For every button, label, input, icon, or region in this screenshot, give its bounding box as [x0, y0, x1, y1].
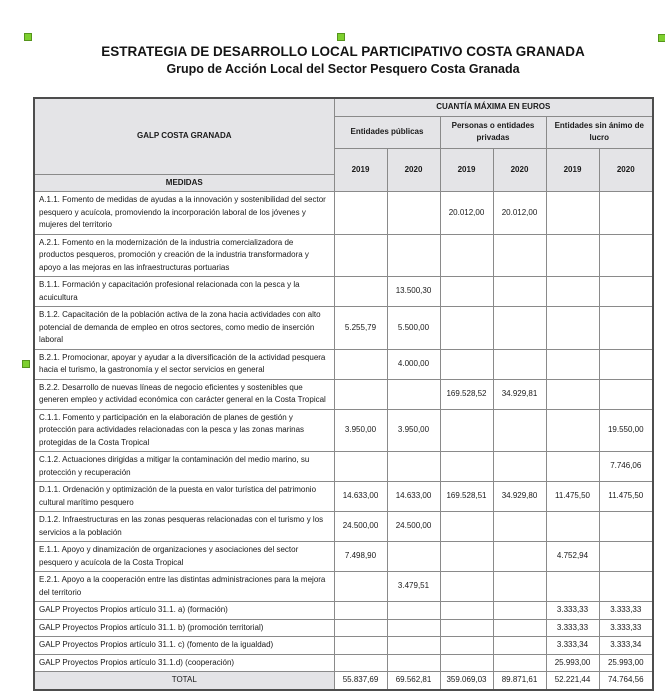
value-cell [599, 542, 653, 572]
table-row [34, 619, 653, 637]
table-body [34, 192, 653, 690]
selection-handle-middle-left[interactable] [22, 360, 30, 368]
total-label: TOTAL [34, 672, 334, 690]
measure-label: B.1.2. Capacitación de la población activa de la zona hacia actividades con alto potencial de demanda de empleo en otros sectores, como medio de inserción laboral [34, 307, 334, 350]
value-cell [493, 619, 546, 637]
value-cell: 4.000,00 [387, 349, 440, 379]
value-cell [493, 572, 546, 602]
value-cell [440, 512, 493, 542]
value-cell: 169.528,51 [440, 482, 493, 512]
value-cell: 7.498,90 [334, 542, 387, 572]
value-cell [493, 452, 546, 482]
value-cell [440, 409, 493, 452]
measure-label: GALP Proyectos Propios artículo 31.1.d) (cooperación) [34, 654, 334, 672]
value-cell: 359.069,03 [440, 672, 493, 690]
value-cell: 169.528,52 [440, 379, 493, 409]
table-row [34, 572, 653, 602]
value-cell: 5.500,00 [387, 307, 440, 350]
table-row [34, 307, 653, 350]
group-header-entidades-sin-animo-lucro: Entidades sin ánimo de lucro [546, 116, 653, 148]
value-cell [334, 452, 387, 482]
value-cell: 3.479,51 [387, 572, 440, 602]
value-cell: 3.950,00 [387, 409, 440, 452]
value-cell [599, 512, 653, 542]
total-row [34, 672, 653, 690]
value-cell: 4.752,94 [546, 542, 599, 572]
value-cell: 14.633,00 [334, 482, 387, 512]
table-row [34, 637, 653, 655]
value-cell [440, 542, 493, 572]
value-cell [546, 452, 599, 482]
budget-table [33, 97, 654, 691]
value-cell: 25.993,00 [546, 654, 599, 672]
value-cell: 34.929,80 [493, 482, 546, 512]
table-row [34, 452, 653, 482]
value-cell [493, 654, 546, 672]
value-cell [546, 379, 599, 409]
value-cell [493, 349, 546, 379]
value-cell [387, 452, 440, 482]
value-cell: 3.333,33 [599, 619, 653, 637]
value-cell: 20.012,00 [440, 192, 493, 235]
value-cell [334, 192, 387, 235]
value-cell [599, 307, 653, 350]
value-cell [387, 234, 440, 277]
year-header: 2020 [599, 148, 653, 192]
value-cell: 14.633,00 [387, 482, 440, 512]
value-cell [493, 637, 546, 655]
value-cell [334, 619, 387, 637]
value-cell [599, 277, 653, 307]
table-row [34, 277, 653, 307]
value-cell [440, 654, 493, 672]
table-row [34, 234, 653, 277]
measure-label: GALP Proyectos Propios artículo 31.1. b) (promoción territorial) [34, 619, 334, 637]
value-cell [334, 379, 387, 409]
value-cell [546, 307, 599, 350]
value-cell: 11.475,50 [546, 482, 599, 512]
value-cell [493, 602, 546, 620]
year-header: 2019 [334, 148, 387, 192]
measure-label: B.2.1. Promocionar, apoyar y ayudar a la diversificación de la actividad pesquera hacia el turismo, la gastronomía y el sector servicios en general [34, 349, 334, 379]
value-cell [334, 277, 387, 307]
group-header-entidades-publicas: Entidades públicas [334, 116, 440, 148]
table-row [34, 542, 653, 572]
value-cell [387, 192, 440, 235]
value-cell [493, 512, 546, 542]
value-cell: 24.500,00 [387, 512, 440, 542]
selection-handle-top-center[interactable] [337, 33, 345, 41]
value-cell: 20.012,00 [493, 192, 546, 235]
year-header: 2020 [387, 148, 440, 192]
value-cell [546, 349, 599, 379]
value-cell: 11.475,50 [599, 482, 653, 512]
value-cell [334, 349, 387, 379]
value-cell [546, 234, 599, 277]
measure-label: B.1.1. Formación y capacitación profesional relacionada con la pesca y la acuicultura [34, 277, 334, 307]
value-cell [546, 277, 599, 307]
group-header-personas-entidades-privadas: Personas o entidades privadas [440, 116, 546, 148]
corner-header: GALP COSTA GRANADA [34, 98, 334, 174]
measure-label: E.2.1. Apoyo a la cooperación entre las distintas administraciones para la mejora del territorio [34, 572, 334, 602]
selection-handle-top-left[interactable] [24, 33, 32, 41]
table-row [34, 379, 653, 409]
measure-label: C.1.1. Fomento y participación en la elaboración de planes de gestión y protección para actividades relacionadas con la pesca y las zonas marinas protegidas de la Costa Tropical [34, 409, 334, 452]
table-row [34, 409, 653, 452]
value-cell: 74.764,56 [599, 672, 653, 690]
value-cell [599, 234, 653, 277]
value-cell [440, 307, 493, 350]
value-cell [387, 619, 440, 637]
value-cell [440, 572, 493, 602]
value-cell [334, 572, 387, 602]
value-cell [546, 512, 599, 542]
year-header: 2020 [493, 148, 546, 192]
value-cell [599, 192, 653, 235]
year-header: 2019 [546, 148, 599, 192]
table-row [34, 602, 653, 620]
value-cell: 3.333,33 [599, 602, 653, 620]
value-cell: 3.333,34 [599, 637, 653, 655]
value-cell [546, 572, 599, 602]
value-cell: 3.333,34 [546, 637, 599, 655]
measure-label: B.2.2. Desarrollo de nuevas líneas de negocio eficientes y sostenibles que generen empleo y actividad económica con carácter general en la Costa Tropical [34, 379, 334, 409]
value-cell: 69.562,81 [387, 672, 440, 690]
value-cell [493, 307, 546, 350]
value-cell [493, 277, 546, 307]
table-row [34, 512, 653, 542]
value-cell: 3.950,00 [334, 409, 387, 452]
value-cell [440, 349, 493, 379]
medidas-header: MEDIDAS [34, 174, 334, 192]
value-cell [493, 409, 546, 452]
value-cell: 34.929,81 [493, 379, 546, 409]
table-row [34, 482, 653, 512]
value-cell: 24.500,00 [334, 512, 387, 542]
value-cell [387, 542, 440, 572]
value-cell: 19.550,00 [599, 409, 653, 452]
measure-label: D.1.2. Infraestructuras en las zonas pesqueras relacionadas con el turismo y los servicios a la población [34, 512, 334, 542]
value-cell [440, 602, 493, 620]
euros-header: CUANTÍA MÁXIMA EN EUROS [334, 98, 653, 116]
value-cell: 52.221,44 [546, 672, 599, 690]
measure-label: E.1.1. Apoyo y dinamización de organizaciones y asociaciones del sector pesquero y acuícola de la Costa Tropical [34, 542, 334, 572]
value-cell [334, 234, 387, 277]
year-header: 2019 [440, 148, 493, 192]
value-cell [387, 654, 440, 672]
value-cell: 55.837,69 [334, 672, 387, 690]
measure-label: GALP Proyectos Propios artículo 31.1. a) (formación) [34, 602, 334, 620]
value-cell: 3.333,33 [546, 602, 599, 620]
selection-handle-top-right[interactable] [658, 34, 665, 42]
value-cell [493, 234, 546, 277]
value-cell [599, 572, 653, 602]
value-cell [387, 637, 440, 655]
value-cell [440, 452, 493, 482]
value-cell: 3.333,33 [546, 619, 599, 637]
document-subtitle: Grupo de Acción Local del Sector Pesquero Costa Granada [166, 62, 520, 76]
value-cell [599, 349, 653, 379]
measure-label: GALP Proyectos Propios artículo 31.1. c) (fomento de la igualdad) [34, 637, 334, 655]
measure-label: A.1.1. Fomento de medidas de ayudas a la innovación y sostenibilidad del sector pesquero y acuícola, promoviendo la incorporación laboral de los jóvenes y mujeres del territorio [34, 192, 334, 235]
value-cell [440, 619, 493, 637]
value-cell [440, 277, 493, 307]
table-row [34, 654, 653, 672]
measure-label: D.1.1. Ordenación y optimización de la puesta en valor turística del patrimonio cultural marítimo pesquero [34, 482, 334, 512]
value-cell: 5.255,79 [334, 307, 387, 350]
table-row [34, 349, 653, 379]
value-cell [440, 637, 493, 655]
value-cell: 13.500,30 [387, 277, 440, 307]
value-cell [546, 409, 599, 452]
value-cell: 89.871,61 [493, 672, 546, 690]
value-cell: 7.746,06 [599, 452, 653, 482]
value-cell: 25.993,00 [599, 654, 653, 672]
table-row [34, 192, 653, 235]
value-cell [546, 192, 599, 235]
value-cell [493, 542, 546, 572]
document-title: ESTRATEGIA DE DESARROLLO LOCAL PARTICIPATIVO COSTA GRANADA [101, 44, 585, 59]
value-cell [440, 234, 493, 277]
value-cell [334, 654, 387, 672]
value-cell [599, 379, 653, 409]
measure-label: A.2.1. Fomento en la modernización de la industria comercializadora de productos pesqueros, promoción y creación de la industria transformadora y apoyo a las mejoras en las infraestructuras portuarias [34, 234, 334, 277]
value-cell [334, 637, 387, 655]
value-cell [387, 379, 440, 409]
value-cell [334, 602, 387, 620]
value-cell [387, 602, 440, 620]
measure-label: C.1.2. Actuaciones dirigidas a mitigar la contaminación del medio marino, su protección y recuperación [34, 452, 334, 482]
